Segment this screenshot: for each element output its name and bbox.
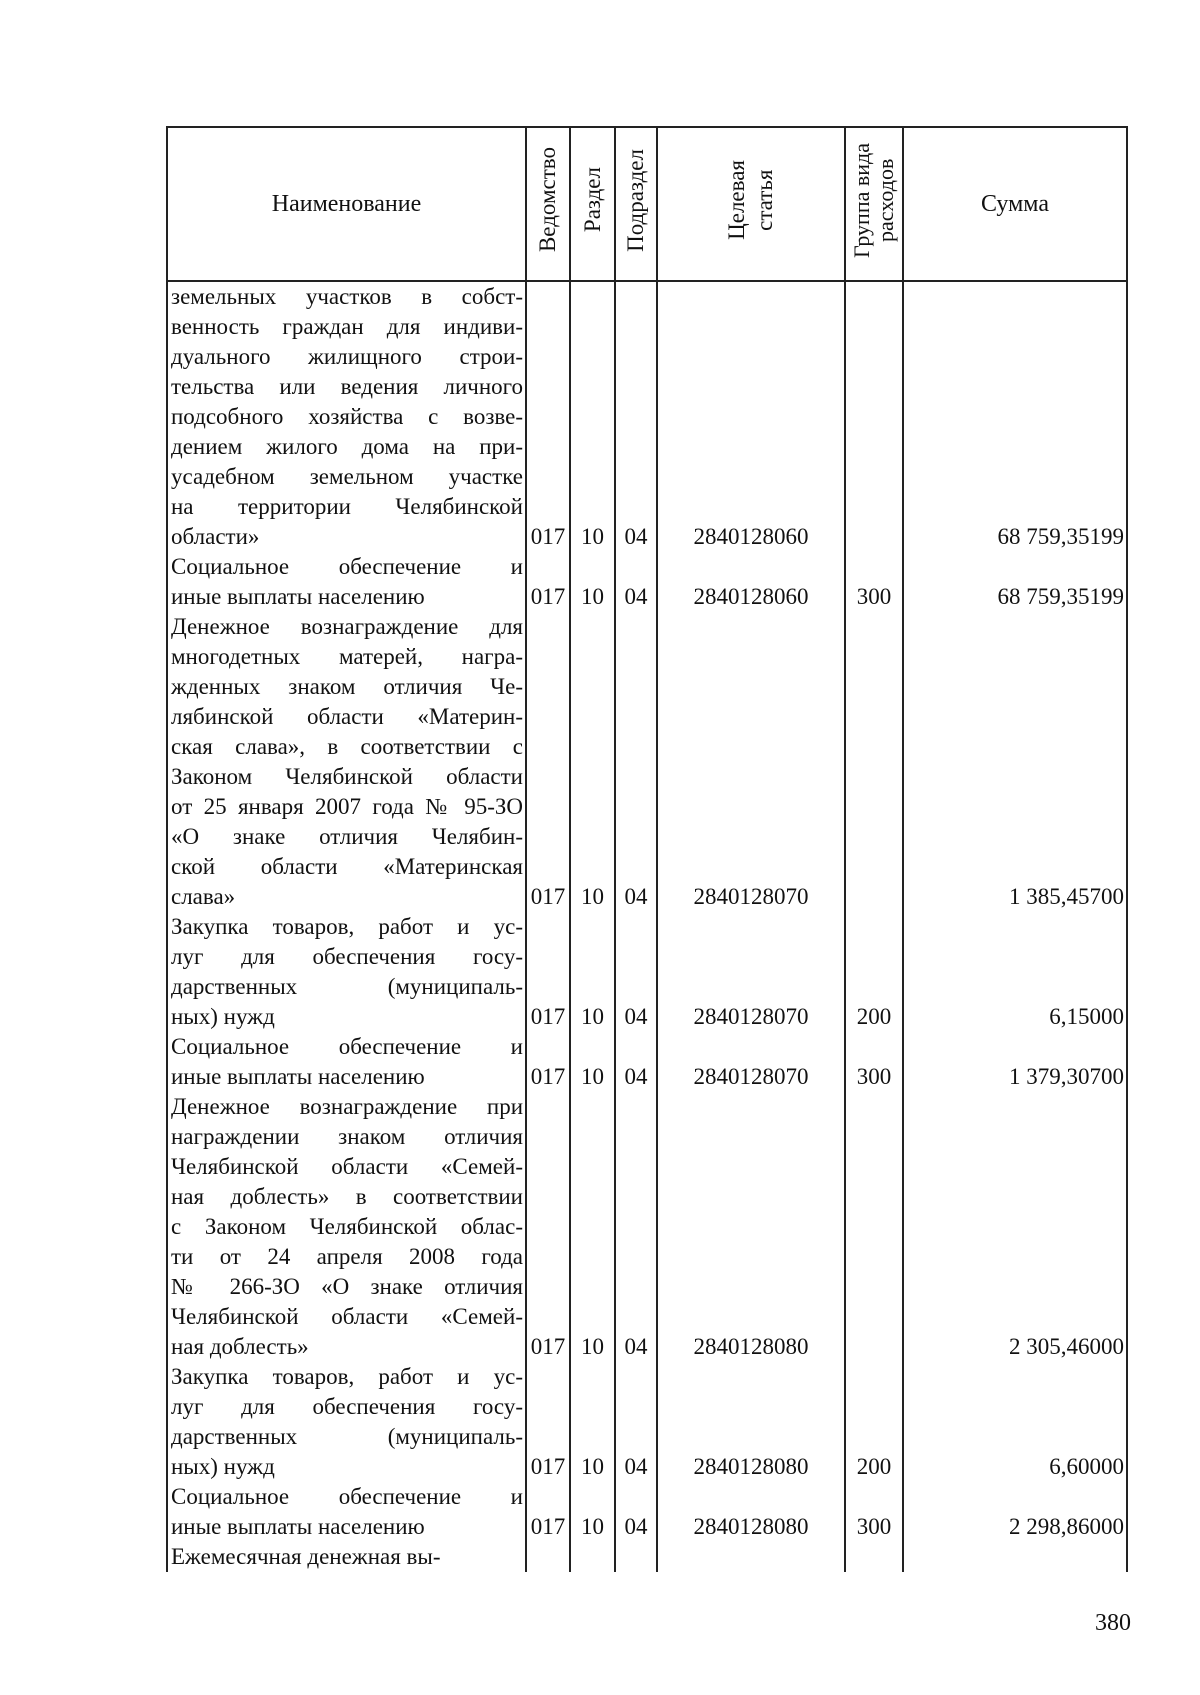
row-name-line: «О знаке отличия Челябин- <box>171 824 523 849</box>
table-row <box>167 1542 1127 1572</box>
budget-table <box>166 126 1128 1572</box>
row-expense: 300 <box>845 1482 903 1542</box>
row-name <box>167 1542 526 1572</box>
row-expense <box>845 612 903 912</box>
row-name-line: ской области «Материнская <box>171 854 523 879</box>
row-name-line: Закупка товаров, работ и ус- <box>171 1364 523 1389</box>
row-expense: 300 <box>845 552 903 612</box>
row-name-line: многодетных матерей, награ- <box>171 644 523 669</box>
row-name <box>167 552 526 612</box>
header-subsection-cell <box>615 127 657 281</box>
header-target-line2: статья <box>752 169 777 231</box>
row-dept: 017 <box>526 1482 570 1542</box>
row-subsection: 04 <box>615 281 657 552</box>
row-section: 10 <box>570 281 615 552</box>
row-target: 2840128070 <box>657 1032 845 1092</box>
row-name-line: иные выплаты населению <box>171 1064 425 1089</box>
row-name-line: усадебном земельном участке <box>171 464 523 489</box>
row-expense <box>845 1092 903 1362</box>
row-sum: 2 298,86000 <box>903 1482 1127 1542</box>
row-target: 2840128070 <box>657 612 845 912</box>
row-name-line: земельных участков в собст- <box>171 284 523 309</box>
row-name-line: Челябинской области «Семей- <box>171 1154 523 1179</box>
row-sum: 6,60000 <box>903 1362 1127 1482</box>
row-sum: 68 759,35199 <box>903 552 1127 612</box>
row-subsection: 04 <box>615 912 657 1032</box>
row-target: 2840128060 <box>657 552 845 612</box>
header-section-cell <box>570 127 615 281</box>
row-name-line: лябинской области «Материн- <box>171 704 523 729</box>
row-sum: 68 759,35199 <box>903 281 1127 552</box>
row-name-line: с Законом Челябинской облас- <box>171 1214 523 1239</box>
header-dept-cell <box>526 127 570 281</box>
row-name-line: ная доблесть» <box>171 1334 309 1359</box>
row-name-line: подсобного хозяйства с возве- <box>171 404 523 429</box>
row-expense: 300 <box>845 1032 903 1092</box>
row-name-line: иные выплаты населению <box>171 584 425 609</box>
row-name-line: дарственных (муниципаль- <box>171 1424 523 1449</box>
row-name-line: дением жилого дома на при- <box>171 434 523 459</box>
header-target-cell <box>657 127 845 281</box>
row-target: 2840128080 <box>657 1092 845 1362</box>
table-row <box>167 1482 1127 1542</box>
row-name-line: на территории Челябинской <box>171 494 523 519</box>
row-name-line: жденных знаком отличия Че- <box>171 674 523 699</box>
table-row <box>167 612 1127 912</box>
row-name-line: Социальное обеспечение и <box>171 1034 523 1059</box>
row-name <box>167 1482 526 1542</box>
row-target <box>657 1542 845 1572</box>
header-expense-line1: Группа вида <box>849 142 874 258</box>
row-section: 10 <box>570 612 615 912</box>
row-name-line: Социальное обеспечение и <box>171 554 523 579</box>
row-name-line: от 25 января 2007 года № 95-ЗО <box>171 794 523 819</box>
header-name: Наименование <box>167 127 526 281</box>
row-subsection: 04 <box>615 1092 657 1362</box>
page-number: 380 <box>1095 1610 1131 1636</box>
header-expense-cell <box>845 127 903 281</box>
row-name-line: венность граждан для индиви- <box>171 314 523 339</box>
row-section: 10 <box>570 912 615 1032</box>
row-expense <box>845 281 903 552</box>
row-subsection: 04 <box>615 1482 657 1542</box>
header-target-line1: Целевая <box>724 160 749 240</box>
row-name <box>167 281 526 552</box>
row-name-line: ных) нужд <box>171 1004 275 1029</box>
row-name-line: дуального жилищного строи- <box>171 344 523 369</box>
header-expense <box>850 143 898 258</box>
row-dept: 017 <box>526 1032 570 1092</box>
table-row <box>167 912 1127 1032</box>
row-target: 2840128070 <box>657 912 845 1032</box>
header-expense-line2: расходов <box>873 158 898 242</box>
row-subsection: 04 <box>615 612 657 912</box>
row-section: 10 <box>570 1092 615 1362</box>
row-name <box>167 912 526 1032</box>
table-row <box>167 1362 1127 1482</box>
row-subsection <box>615 1542 657 1572</box>
header-dept: Ведомство <box>535 147 560 253</box>
row-sum: 1 385,45700 <box>903 612 1127 912</box>
row-subsection: 04 <box>615 1362 657 1482</box>
row-name <box>167 612 526 912</box>
header-sum: Сумма <box>903 127 1127 281</box>
row-dept <box>526 1542 570 1572</box>
row-name-line: луг для обеспечения госу- <box>171 944 523 969</box>
row-section <box>570 1542 615 1572</box>
header-target <box>723 160 779 240</box>
row-name-line: № 266-ЗО «О знаке отличия <box>171 1274 523 1299</box>
row-target: 2840128080 <box>657 1362 845 1482</box>
row-name-line: награждении знаком отличия <box>171 1124 523 1149</box>
row-name-line: Законом Челябинской области <box>171 764 523 789</box>
row-subsection: 04 <box>615 552 657 612</box>
table-row <box>167 552 1127 612</box>
header-subsection: Подраздел <box>623 148 648 252</box>
row-name-line: области» <box>171 524 260 549</box>
row-name <box>167 1032 526 1092</box>
row-expense: 200 <box>845 1362 903 1482</box>
row-name-line: Денежное вознаграждение для <box>171 614 523 639</box>
row-section: 10 <box>570 1362 615 1482</box>
table-body <box>167 281 1127 1572</box>
row-name-line: Социальное обеспечение и <box>171 1484 523 1509</box>
row-name-line: Закупка товаров, работ и ус- <box>171 914 523 939</box>
row-name <box>167 1092 526 1362</box>
row-target: 2840128080 <box>657 1482 845 1542</box>
row-sum: 1 379,30700 <box>903 1032 1127 1092</box>
row-dept: 017 <box>526 552 570 612</box>
row-target: 2840128060 <box>657 281 845 552</box>
row-dept: 017 <box>526 612 570 912</box>
row-subsection: 04 <box>615 1032 657 1092</box>
row-section: 10 <box>570 552 615 612</box>
row-name-line: ная доблесть» в соответствии <box>171 1184 523 1209</box>
table-header-row <box>167 127 1127 281</box>
row-expense: 200 <box>845 912 903 1032</box>
row-name-line: дарственных (муниципаль- <box>171 974 523 999</box>
row-name-line: тельства или ведения личного <box>171 374 523 399</box>
row-name-line: иные выплаты населению <box>171 1514 425 1539</box>
row-expense <box>845 1542 903 1572</box>
row-sum <box>903 1542 1127 1572</box>
table-row <box>167 1092 1127 1362</box>
row-dept: 017 <box>526 912 570 1032</box>
row-name-line: ных) нужд <box>171 1454 275 1479</box>
row-name-line: ская слава», в соответствии с <box>171 734 523 759</box>
row-name-line: слава» <box>171 884 236 909</box>
row-dept: 017 <box>526 1362 570 1482</box>
row-section: 10 <box>570 1482 615 1542</box>
row-section: 10 <box>570 1032 615 1092</box>
row-name-line: Ежемесячная денежная вы- <box>171 1544 441 1569</box>
table-row <box>167 1032 1127 1092</box>
row-dept: 017 <box>526 281 570 552</box>
row-name-line: Денежное вознаграждение при <box>171 1094 523 1119</box>
row-name <box>167 1362 526 1482</box>
table-row <box>167 281 1127 552</box>
row-sum: 2 305,46000 <box>903 1092 1127 1362</box>
header-section: Раздел <box>579 167 605 233</box>
row-sum: 6,15000 <box>903 912 1127 1032</box>
row-name-line: ти от 24 апреля 2008 года <box>171 1244 523 1269</box>
row-name-line: луг для обеспечения госу- <box>171 1394 523 1419</box>
row-dept: 017 <box>526 1092 570 1362</box>
row-name-line: Челябинской области «Семей- <box>171 1304 523 1329</box>
